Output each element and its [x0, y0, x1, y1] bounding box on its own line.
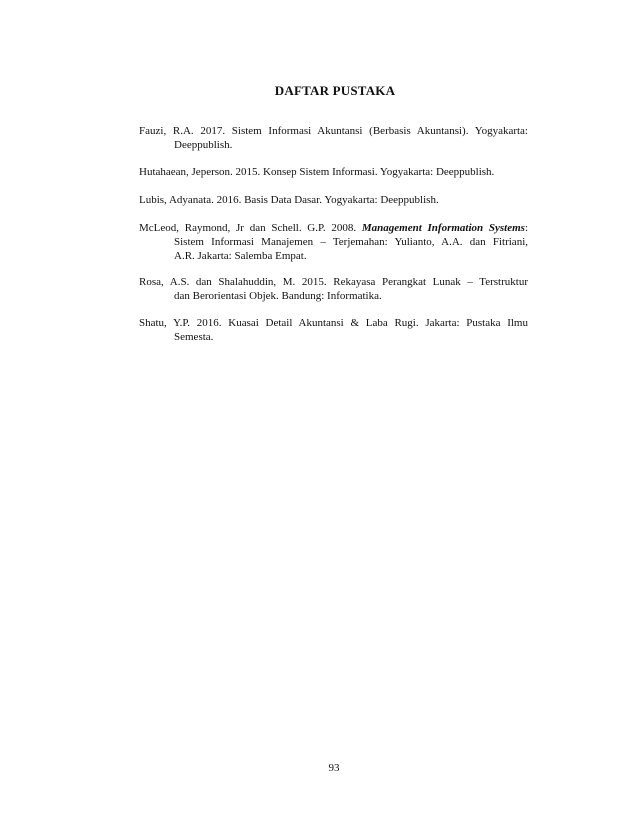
reference-author-text: McLeod, Raymond, Jr dan Schell. G.P. 2008.	[139, 222, 357, 234]
reference-punctuation: :	[524, 222, 529, 234]
reference-entry	[139, 124, 528, 152]
page-title: DAFTAR PUSTAKA	[274, 83, 396, 98]
reference-line: dan Berorientasi Objek. Bandung: Informatika.	[174, 290, 382, 302]
reference-line: Fauzi, R.A. 2017. Sistem Informasi Akuntansi (Berbasis Akuntansi). Yogyakarta:	[139, 125, 528, 137]
reference-entry	[139, 275, 528, 303]
reference-entry	[139, 165, 528, 179]
reference-line: Lubis, Adyanata. 2016. Basis Data Dasar. Yogyakarta: Deeppublish.	[139, 194, 439, 206]
reference-italic-title: Management Information Systems	[361, 222, 525, 234]
reference-entry	[139, 193, 528, 207]
reference-line	[139, 221, 528, 235]
reference-line: Semesta.	[174, 331, 214, 343]
reference-line: A.R. Jakarta: Salemba Empat.	[174, 250, 307, 262]
reference-entry	[139, 221, 528, 263]
page-number: 93	[328, 762, 340, 774]
reference-line: Deeppublish.	[174, 139, 233, 151]
reference-line: Sistem Informasi Manajemen – Terjemahan: Yulianto, A.A. dan Fitriani,	[174, 236, 528, 248]
reference-line: Shatu, Y.P. 2016. Kuasai Detail Akuntansi & Laba Rugi. Jakarta: Pustaka Ilmu	[139, 317, 528, 329]
reference-entry	[139, 316, 528, 344]
reference-line: Hutahaean, Jeperson. 2015. Konsep Sistem Informasi. Yogyakarta: Deeppublish.	[139, 166, 495, 178]
reference-line: Rosa, A.S. dan Shalahuddin, M. 2015. Rekayasa Perangkat Lunak – Terstruktur	[139, 276, 528, 288]
